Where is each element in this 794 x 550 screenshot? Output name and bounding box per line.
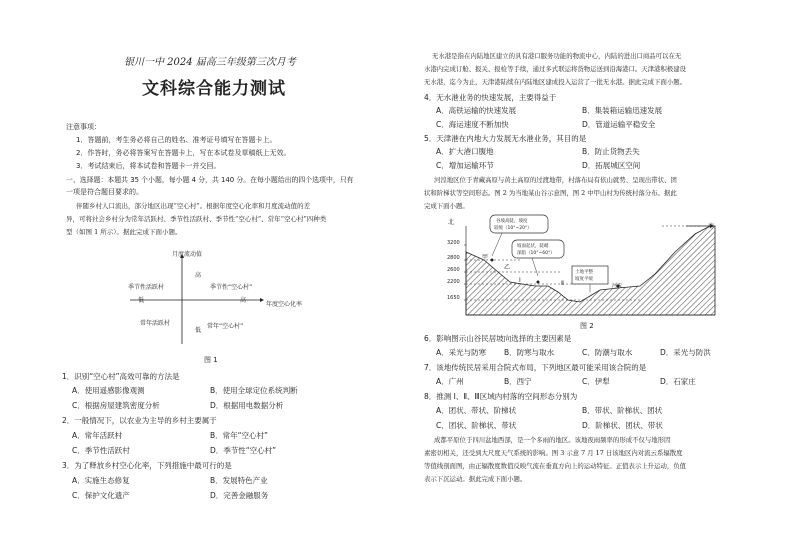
passage-text: 成都平原位于四川盆地西部，是一个多雨的地区。该地夜雨频率的形成不仅与地形因 <box>434 436 671 444</box>
notes-item: 3．考试结束后，将本试卷和答题卡一并交回。 <box>76 162 221 170</box>
option-b: B．发展特色产业 <box>210 476 268 485</box>
option-d: D．石家庄 <box>660 377 696 386</box>
passage-text: 异，可将社会乡村分为常年活跃村、季节性活跃村、季节性“空心村”、常年“空心村”四种类 <box>66 215 327 223</box>
passage-text: 无水港，迄今为止，天津港陆续在内陆地区建成投入运营了一批无水港。据此完成下面小题。 <box>424 78 687 86</box>
option-c: C．季节性活跃村 <box>72 446 130 455</box>
passage-text: 表示下沉运动。据此完成下面小题。 <box>424 475 527 483</box>
valley-cross-section <box>440 212 720 322</box>
question-stem: 6．影响图示山谷民居坡向选择的主要因素是 <box>424 334 572 343</box>
option-c: C．根据房屋建筑密度分析 <box>72 401 160 410</box>
option-a: A．采光与防寒 <box>436 348 487 357</box>
passage-text: 型（如图 1 所示）。据此完成下面小题。 <box>66 228 182 236</box>
option-a: A．高铁运输的快速发展 <box>436 106 517 115</box>
option-c: C．伊犁 <box>582 377 610 386</box>
elevation-label: 2800 <box>447 255 460 261</box>
option-d: D．管道运输平稳安全 <box>582 120 656 129</box>
quadrant-diagram <box>120 248 310 348</box>
passage-text: 完成下面小题。 <box>424 202 469 210</box>
option-d: D．完善金融服务 <box>210 491 269 500</box>
passage-text: 素密切相关，还受到大尺度天气系统的影响。图 3 示意 7 月 17 日该地区内对流云系辐散度 <box>424 449 683 457</box>
passage-text: 状和阶梯状等空间形态。图 2 为当地某山谷示意图，图 2 中甲山村为传统村落分布。据此 <box>424 189 677 197</box>
south-label: 南 <box>708 223 715 230</box>
option-b: B．带状、阶梯状、团状 <box>582 406 663 415</box>
passage-text: 无水港是指在内陆地区建立的具有港口服务功能的物流中心，内陆的进出口商品可以在无 <box>432 52 682 60</box>
village-label: 乙 <box>504 264 511 271</box>
x-axis-title: 年度空心化率 <box>266 301 303 308</box>
option-b: B．防止货物丢失 <box>582 147 640 156</box>
option-c: C．海运速度不断加快 <box>436 120 509 129</box>
quadrant-label: 常年活跃村 <box>140 320 171 327</box>
option-c: C．团状、阶梯状、带状 <box>436 421 517 430</box>
question-stem: 4．无水港业务的快速发展，主要得益于 <box>424 93 557 102</box>
passage-text: 伴随乡村人口流出，部分地区出现“空心村”。根据年度空心化率和月度流动值的差 <box>76 202 311 210</box>
notes-item: 1．答题前，考生务必将自己的姓名、准考证号填写在答题卡上。 <box>76 136 277 144</box>
elevation-label: 2600 <box>447 267 460 273</box>
question-stem: 3．为了释放乡村空心化率，下列措施中最可行的是 <box>62 461 232 470</box>
section-intro: 一项是符合题目要求的。 <box>66 188 143 196</box>
option-b: B．使用全球定位系统判断 <box>210 386 298 395</box>
school-line: 银川一中 2024 届高三年级第三次月考 <box>124 57 296 68</box>
option-b: B．常年“空心村” <box>210 431 268 440</box>
option-b: B．西宁 <box>504 377 532 386</box>
page-title: 文科综合能力测试 <box>142 79 286 99</box>
elevation-label: 1650 <box>447 295 460 301</box>
zone-label: Ⅰ <box>519 277 521 284</box>
callout-text: 深陷（10°~60°） <box>517 251 555 256</box>
north-label: 北 <box>448 219 455 226</box>
elevation-label: 3200 <box>447 240 460 246</box>
option-a: A．使用遥感影像观测 <box>72 386 145 395</box>
village-label: 甲 <box>482 254 489 261</box>
callout-text: 坡度平缓 <box>575 277 593 282</box>
notes-item: 2．作答时，务必将答案写在答题卡上，写在本试卷及草稿纸上无效。 <box>76 149 291 157</box>
section-intro: 一、选择题：本题共 35 个小题，每小题 4 分，共 140 分。在每小题给出的四个选项中，只有 <box>66 176 354 184</box>
question-stem: 1．识别“空心村”高效可靠的方法是 <box>62 372 180 381</box>
option-c: C．增加运输环节 <box>436 161 494 170</box>
option-a: A．常年活跃村 <box>72 431 123 440</box>
figure-caption: 图 2 <box>580 322 594 330</box>
river-label: 河流 <box>612 283 623 289</box>
axis-low-x: 低 <box>138 297 145 304</box>
question-stem: 2．一般情况下，以农业为主导的乡村主要属于 <box>62 416 217 425</box>
quadrant-label: 季节性“空心村” <box>210 284 253 291</box>
option-d: D．根据用电数据分析 <box>210 401 284 410</box>
passage-text: 水港内完成订舱、报关、报检等手续，通过多式联运将货物运送到沿海港口。天津港积极建设 <box>424 65 687 73</box>
option-d: D．拓展城区空间 <box>582 161 641 170</box>
option-d: D．季节性“空心村” <box>210 446 277 455</box>
option-a: A．扩大港口腹地 <box>436 147 494 156</box>
option-c: C．防潮与取水 <box>582 348 633 357</box>
zone-label: Ⅱ <box>561 280 564 287</box>
callout-text: 较缓（10°~20°） <box>494 226 532 231</box>
quadrant-label: 常年“空心村” <box>207 323 244 330</box>
quadrant-label: 季节性活跃村 <box>128 284 165 291</box>
axis-high-x: 高 <box>240 297 247 304</box>
axis-high-y: 高 <box>195 272 202 279</box>
question-stem: 7．该地传统民居采用合院式布局，下列地区最可能采用该合院的是 <box>424 363 647 372</box>
option-a: A．团状、带状、阶梯状 <box>436 406 517 415</box>
callout-text: 土地平整 <box>575 270 593 275</box>
option-b: B．集装箱运输迅速发展 <box>582 106 663 115</box>
option-a: A．实施生态修复 <box>72 476 130 485</box>
figure-caption: 图 1 <box>204 356 218 364</box>
option-d: D．阶梯状、团状、带状 <box>582 421 663 430</box>
notes-heading: 注意事项： <box>66 123 101 131</box>
option-a: A．广州 <box>436 377 464 386</box>
elevation-label: 2200 <box>447 279 460 285</box>
axis-low-y: 低 <box>195 327 202 334</box>
callout-text: 坡面起伏，陡峭 <box>517 244 549 249</box>
callout-text: 谷坡高陡，坡度 <box>496 219 528 224</box>
option-d: D．采光与防洪 <box>660 348 711 357</box>
option-b: B．防寒与取水 <box>504 348 555 357</box>
question-stem: 5．天津港在内地大力发展无水港业务，其目的是 <box>424 134 587 143</box>
option-c: C．保护文化遗产 <box>72 491 130 500</box>
passage-text: 河湟地区位于青藏高原与黄土高原的过渡地带，村落布局有依山就势、呈现出带状、团 <box>434 176 677 184</box>
passage-text: 等值线剖面图，由正辐散度数值反映气流在垂直方向上的运动特征。正值表示上升运动，负值 <box>424 462 687 470</box>
question-stem: 8．推测 Ⅰ、Ⅱ、Ⅲ区域内村落的空间形态分别为 <box>424 392 578 401</box>
y-axis-title: 月度流动值 <box>172 251 203 258</box>
